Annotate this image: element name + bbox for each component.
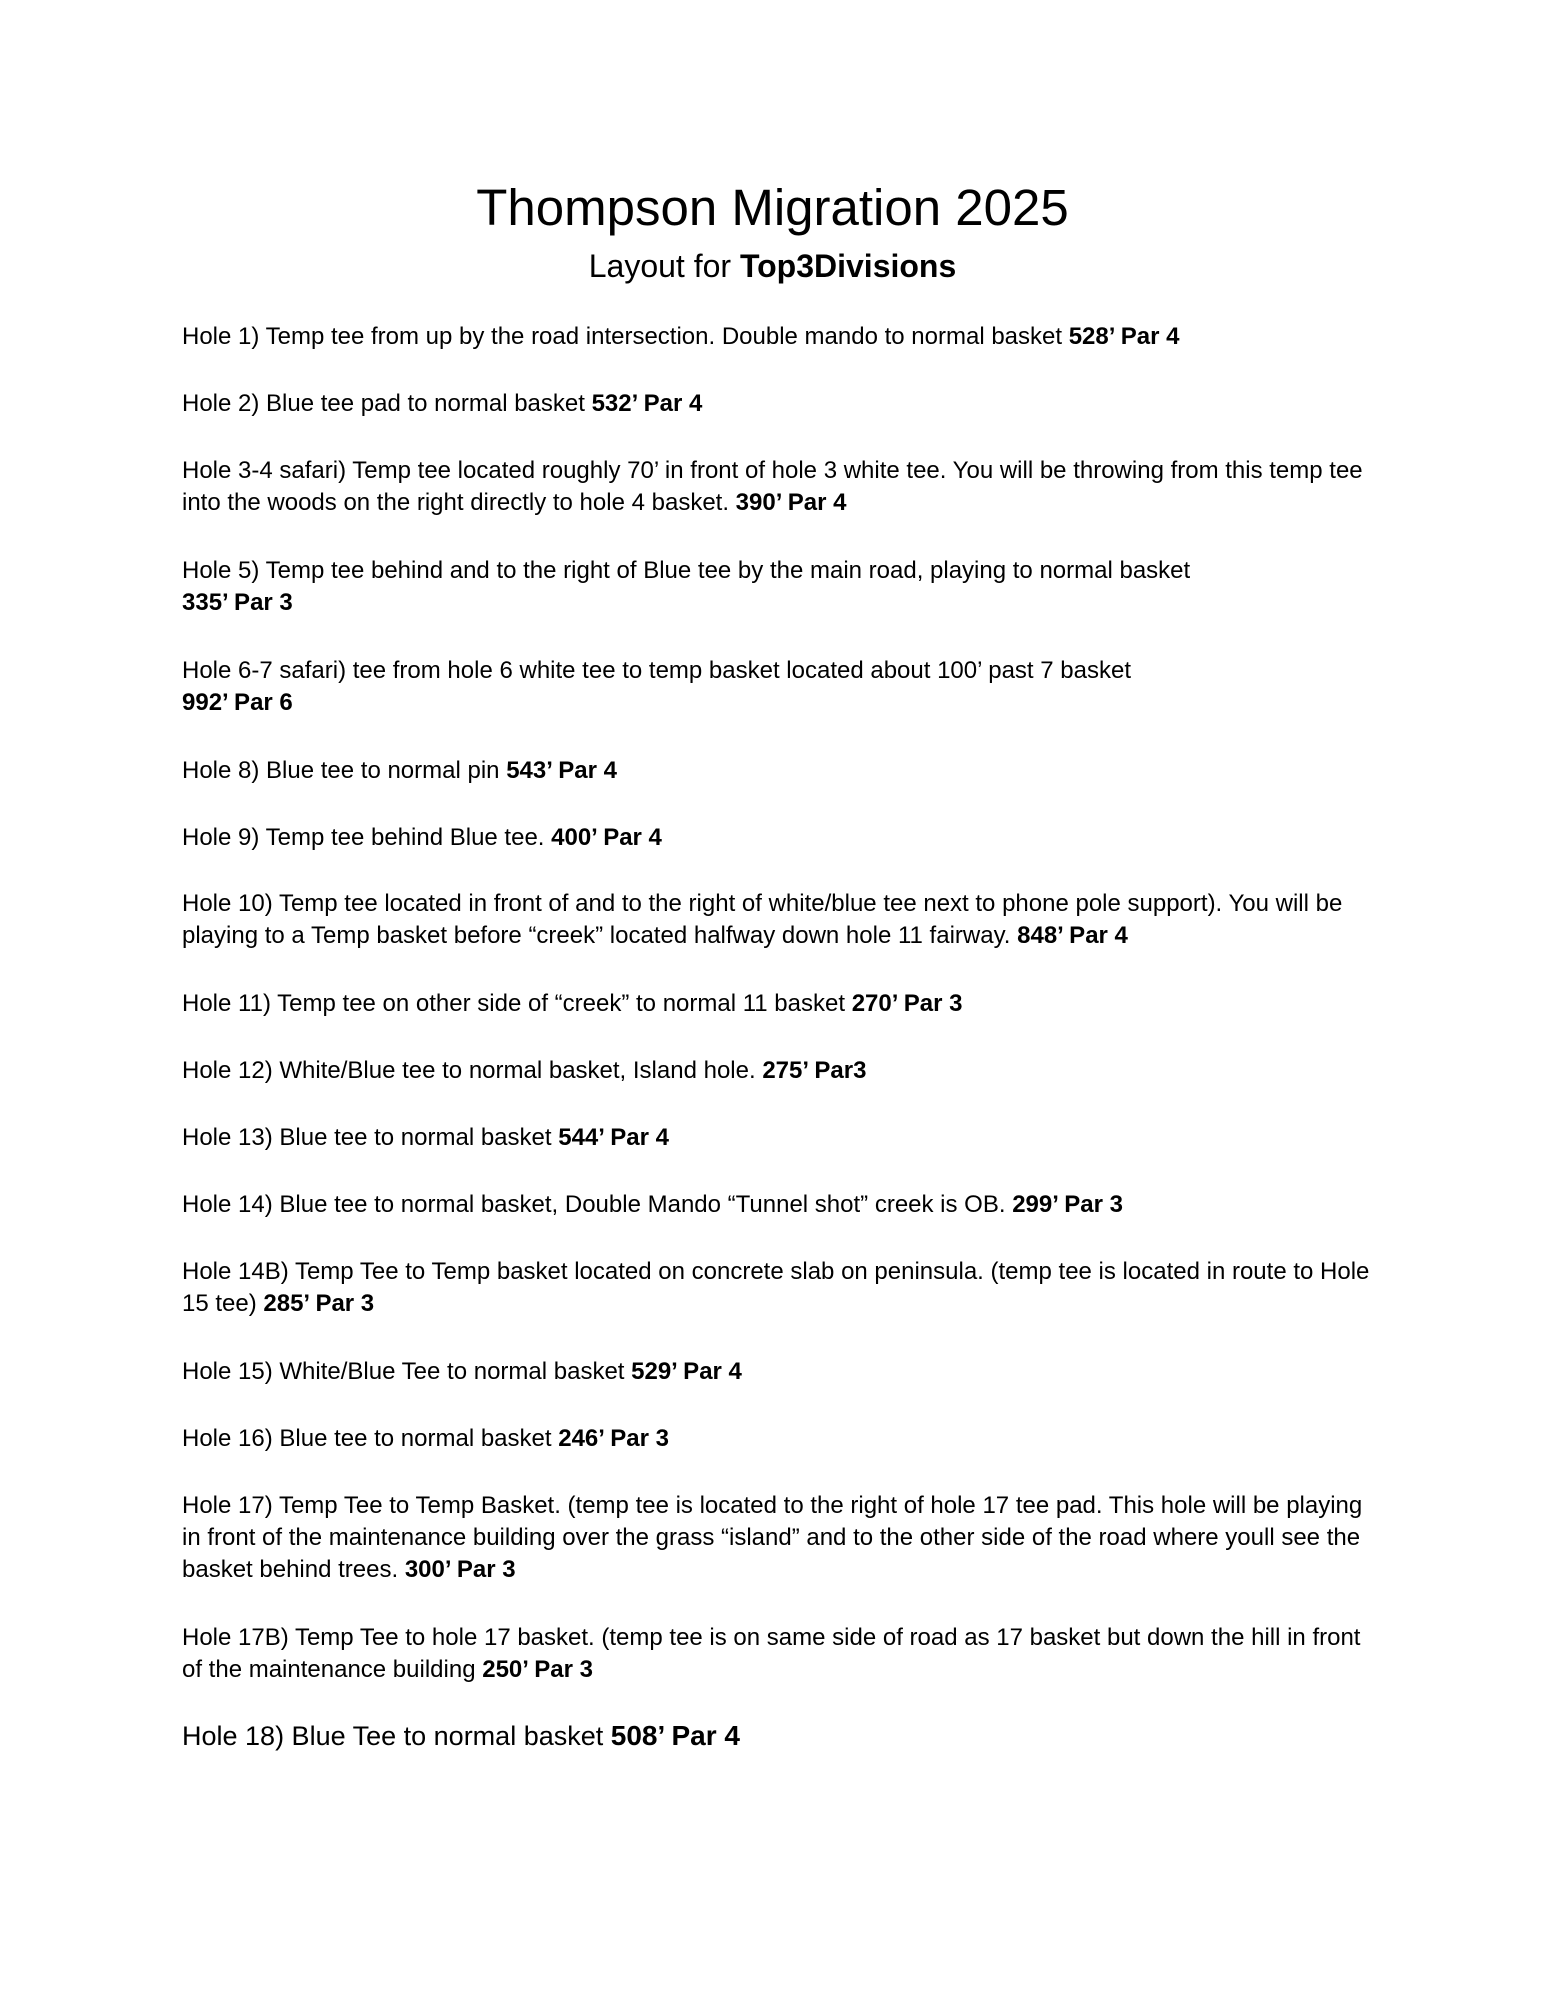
hole-description: Hole 11) Temp tee on other side of “creek” to normal 11 basket (182, 990, 852, 1017)
hole-entry (182, 1256, 1372, 1320)
hole-distance-par: 529’ Par 4 (631, 1358, 742, 1385)
hole-description: Hole 16) Blue tee to normal basket (182, 1425, 559, 1452)
hole-distance-par: 299’ Par 3 (1012, 1191, 1123, 1218)
hole-description: Hole 8) Blue tee to normal pin (182, 757, 507, 784)
hole-description: Hole 14B) Temp Tee to Temp basket located on concrete slab on peninsula. (temp tee is located in route to Hole 15 tee) (182, 1258, 1370, 1317)
hole-distance-par: 335’ Par 3 (182, 589, 293, 616)
hole-distance-par: 992’ Par 6 (182, 689, 293, 716)
document-subtitle (0, 246, 1545, 286)
subtitle-division: Top3Divisions (739, 248, 957, 284)
hole-distance-par: 400’ Par 4 (551, 824, 662, 851)
hole-entry (182, 888, 1372, 952)
hole-description: Hole 2) Blue tee pad to normal basket (182, 390, 592, 417)
hole-description: Hole 12) White/Blue tee to normal basket, Island hole. (182, 1057, 763, 1084)
hole-entry (182, 1055, 1372, 1087)
hole-distance-par: 246’ Par 3 (558, 1425, 669, 1452)
hole-distance-par: 543’ Par 4 (506, 757, 617, 784)
hole-description: Hole 17) Temp Tee to Temp Basket. (temp tee is located to the right of hole 17 tee pad. This hole will be playing in front of the maintenance building over the grass “island” and to the other side of the road where youll see the basket behind trees. (182, 1492, 1363, 1583)
hole-entry (182, 1189, 1372, 1221)
hole-entry (182, 1122, 1372, 1154)
hole-distance-par: 250’ Par 3 (482, 1656, 593, 1683)
hole-entry (182, 455, 1372, 519)
hole-distance-par: 285’ Par 3 (263, 1290, 375, 1317)
hole-entry (182, 388, 1372, 420)
hole-distance-par: 270’ Par 3 (851, 990, 963, 1017)
hole-entry (182, 655, 1372, 719)
hole-description: Hole 15) White/Blue Tee to normal basket (182, 1358, 632, 1385)
hole-distance-par: 532’ Par 4 (591, 390, 703, 417)
hole-entry (182, 822, 1372, 854)
document-title: Thompson Migration 2025 (476, 179, 1069, 236)
hole-entry (182, 555, 1372, 619)
hole-description: Hole 13) Blue tee to normal basket (182, 1124, 559, 1151)
hole-description: Hole 10) Temp tee located in front of and to the right of white/blue tee next to phone pole support). You will be playing to a Temp basket before “creek” located halfway down hole 11 fairway. (182, 890, 1343, 949)
subtitle-prefix: Layout for (588, 248, 732, 284)
hole-entry (182, 1490, 1372, 1586)
hole-entry (182, 1720, 1372, 1752)
hole-distance-par: 390’ Par 4 (735, 489, 847, 516)
hole-description: Hole 14) Blue tee to normal basket, Double Mando “Tunnel shot” creek is OB. (182, 1191, 1013, 1218)
hole-distance-par: 848’ Par 4 (1017, 922, 1128, 949)
hole-distance-par: 300’ Par 3 (404, 1556, 516, 1583)
hole-distance-par: 275’ Par3 (762, 1057, 867, 1084)
hole-description: Hole 3-4 safari) Temp tee located roughly 70’ in front of hole 3 white tee. You will be throwing from this temp tee into the woods on the right directly to hole 4 basket. (182, 457, 1363, 516)
hole-description: Hole 18) Blue Tee to normal basket (182, 1721, 611, 1751)
hole-entry (182, 1622, 1372, 1686)
hole-description: Hole 6-7 safari) tee from hole 6 white tee to temp basket located about 100’ past 7 basket (182, 657, 1131, 684)
hole-description: Hole 17B) Temp Tee to hole 17 basket. (temp tee is on same side of road as 17 basket but down the hill in front of the maintenance building (182, 1624, 1361, 1683)
hole-entry (182, 755, 1372, 787)
hole-description: Hole 5) Temp tee behind and to the right of Blue tee by the main road, playing to normal basket (182, 557, 1191, 584)
hole-description: Hole 1) Temp tee from up by the road intersection. Double mando to normal basket (182, 323, 1069, 350)
hole-distance-par: 508’ Par 4 (610, 1720, 740, 1751)
hole-description: Hole 9) Temp tee behind Blue tee. (182, 824, 552, 851)
hole-distance-par: 528’ Par 4 (1068, 323, 1180, 350)
hole-entry (182, 321, 1372, 353)
hole-entry (182, 1423, 1372, 1455)
hole-entry (182, 1356, 1372, 1388)
hole-distance-par: 544’ Par 4 (558, 1124, 669, 1151)
hole-entry (182, 988, 1372, 1020)
